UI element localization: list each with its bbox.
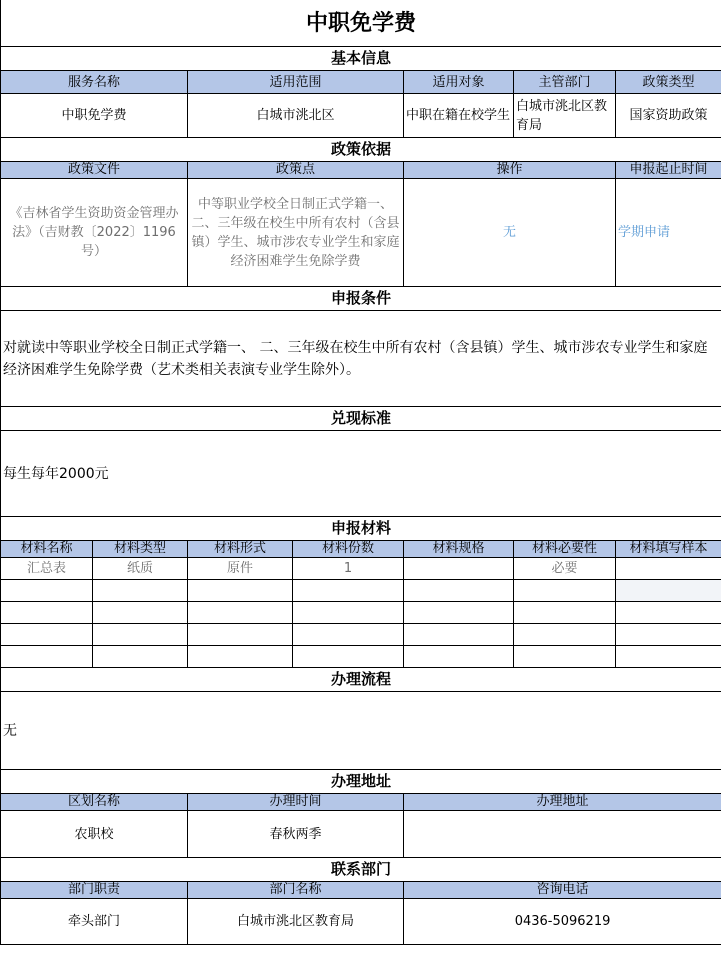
material-type: 纸质 bbox=[93, 558, 188, 580]
section-policy-basis: 政策依据 bbox=[1, 138, 721, 162]
value-region: 农职校 bbox=[1, 811, 188, 858]
table-row-empty bbox=[1, 580, 721, 602]
empty-cell bbox=[93, 624, 188, 646]
header-location: 办理地址 bbox=[404, 794, 721, 811]
section-conditions: 申报条件 bbox=[1, 287, 721, 311]
empty-cell bbox=[93, 646, 188, 668]
section-standard: 兑现标准 bbox=[1, 407, 721, 431]
header-application-period: 申报起止时间 bbox=[616, 162, 721, 179]
header-target: 适用对象 bbox=[404, 71, 514, 94]
value-policy-type: 国家资助政策 bbox=[616, 94, 721, 138]
value-target: 中职在籍在校学生 bbox=[404, 94, 514, 138]
empty-cell bbox=[1, 602, 93, 624]
empty-cell bbox=[93, 602, 188, 624]
empty-cell bbox=[293, 602, 404, 624]
empty-cell bbox=[188, 624, 293, 646]
empty-cell bbox=[404, 580, 514, 602]
header-phone: 咨询电话 bbox=[404, 882, 721, 899]
header-material-count: 材料份数 bbox=[293, 541, 404, 558]
value-service-name: 中职免学费 bbox=[1, 94, 188, 138]
section-process: 办理流程 bbox=[1, 668, 721, 692]
material-necessity: 必要 bbox=[514, 558, 616, 580]
value-hours: 春秋两季 bbox=[188, 811, 404, 858]
table-row bbox=[1, 558, 721, 580]
header-material-necessity: 材料必要性 bbox=[514, 541, 616, 558]
value-duty: 牵头部门 bbox=[1, 899, 188, 945]
empty-cell bbox=[1, 646, 93, 668]
header-department: 主管部门 bbox=[514, 71, 616, 94]
material-name: 汇总表 bbox=[1, 558, 93, 580]
value-location bbox=[404, 811, 721, 858]
empty-cell bbox=[1, 624, 93, 646]
header-material-sample: 材料填写样本 bbox=[616, 541, 721, 558]
material-sample[interactable] bbox=[616, 558, 721, 580]
empty-cell bbox=[1, 580, 93, 602]
policy-file-link[interactable]: 《吉林省学生资助资金管理办法》（吉财教〔2022〕1196号） bbox=[1, 179, 188, 287]
header-dept-name: 部门名称 bbox=[188, 882, 404, 899]
header-policy-type: 政策类型 bbox=[616, 71, 721, 94]
empty-cell bbox=[514, 624, 616, 646]
process-text: 无 bbox=[1, 692, 721, 770]
application-period-link[interactable]: 学期申请 bbox=[616, 179, 721, 287]
material-count: 1 bbox=[293, 558, 404, 580]
section-contact: 联系部门 bbox=[1, 858, 721, 882]
header-region: 区划名称 bbox=[1, 794, 188, 811]
header-scope: 适用范围 bbox=[188, 71, 404, 94]
empty-cell bbox=[404, 646, 514, 668]
empty-cell bbox=[188, 580, 293, 602]
header-material-spec: 材料规格 bbox=[404, 541, 514, 558]
header-policy-point: 政策点 bbox=[188, 162, 404, 179]
material-form: 原件 bbox=[188, 558, 293, 580]
empty-cell bbox=[616, 646, 721, 668]
section-address: 办理地址 bbox=[1, 770, 721, 794]
empty-cell bbox=[188, 646, 293, 668]
header-service-name: 服务名称 bbox=[1, 71, 188, 94]
empty-cell bbox=[616, 602, 721, 624]
operation-link[interactable]: 无 bbox=[404, 179, 616, 287]
value-scope: 白城市洮北区 bbox=[188, 94, 404, 138]
standard-text: 每生每年2000元 bbox=[1, 431, 721, 517]
header-material-name: 材料名称 bbox=[1, 541, 93, 558]
value-dept-name: 白城市洮北区教育局 bbox=[188, 899, 404, 945]
empty-cell bbox=[293, 624, 404, 646]
empty-cell bbox=[616, 624, 721, 646]
empty-cell bbox=[514, 580, 616, 602]
header-operation: 操作 bbox=[404, 162, 616, 179]
empty-cell bbox=[293, 646, 404, 668]
empty-cell bbox=[188, 602, 293, 624]
table-row-empty bbox=[1, 602, 721, 624]
empty-cell bbox=[404, 602, 514, 624]
table-row-empty bbox=[1, 646, 721, 668]
empty-cell bbox=[514, 646, 616, 668]
section-basic-info: 基本信息 bbox=[1, 47, 721, 71]
empty-cell bbox=[293, 580, 404, 602]
value-phone[interactable]: 0436-5096219 bbox=[404, 899, 721, 945]
table-row-empty bbox=[1, 624, 721, 646]
page-title: 中职免学费 bbox=[1, 0, 721, 47]
conditions-text: 对就读中等职业学校全日制正式学籍一、 二、三年级在校生中所有农村（含县镇）学生、城市涉农专业学生和家庭经济困难学生免除学费（艺术类相关表演专业学生除外）。 bbox=[1, 311, 721, 407]
header-policy-file: 政策文件 bbox=[1, 162, 188, 179]
selected-cell[interactable] bbox=[616, 580, 721, 602]
policy-point-text: 中等职业学校全日制正式学籍一、二、三年级在校生中所有农村（含县镇）学生、城市涉农专业学生和家庭经济困难学生免除学费 bbox=[188, 179, 404, 287]
empty-cell bbox=[404, 624, 514, 646]
header-hours: 办理时间 bbox=[188, 794, 404, 811]
empty-cell bbox=[514, 602, 616, 624]
section-materials: 申报材料 bbox=[1, 517, 721, 541]
value-department: 白城市洮北区教育局 bbox=[514, 94, 616, 138]
material-spec bbox=[404, 558, 514, 580]
header-material-type: 材料类型 bbox=[93, 541, 188, 558]
header-duty: 部门职责 bbox=[1, 882, 188, 899]
empty-cell bbox=[93, 580, 188, 602]
header-material-form: 材料形式 bbox=[188, 541, 293, 558]
